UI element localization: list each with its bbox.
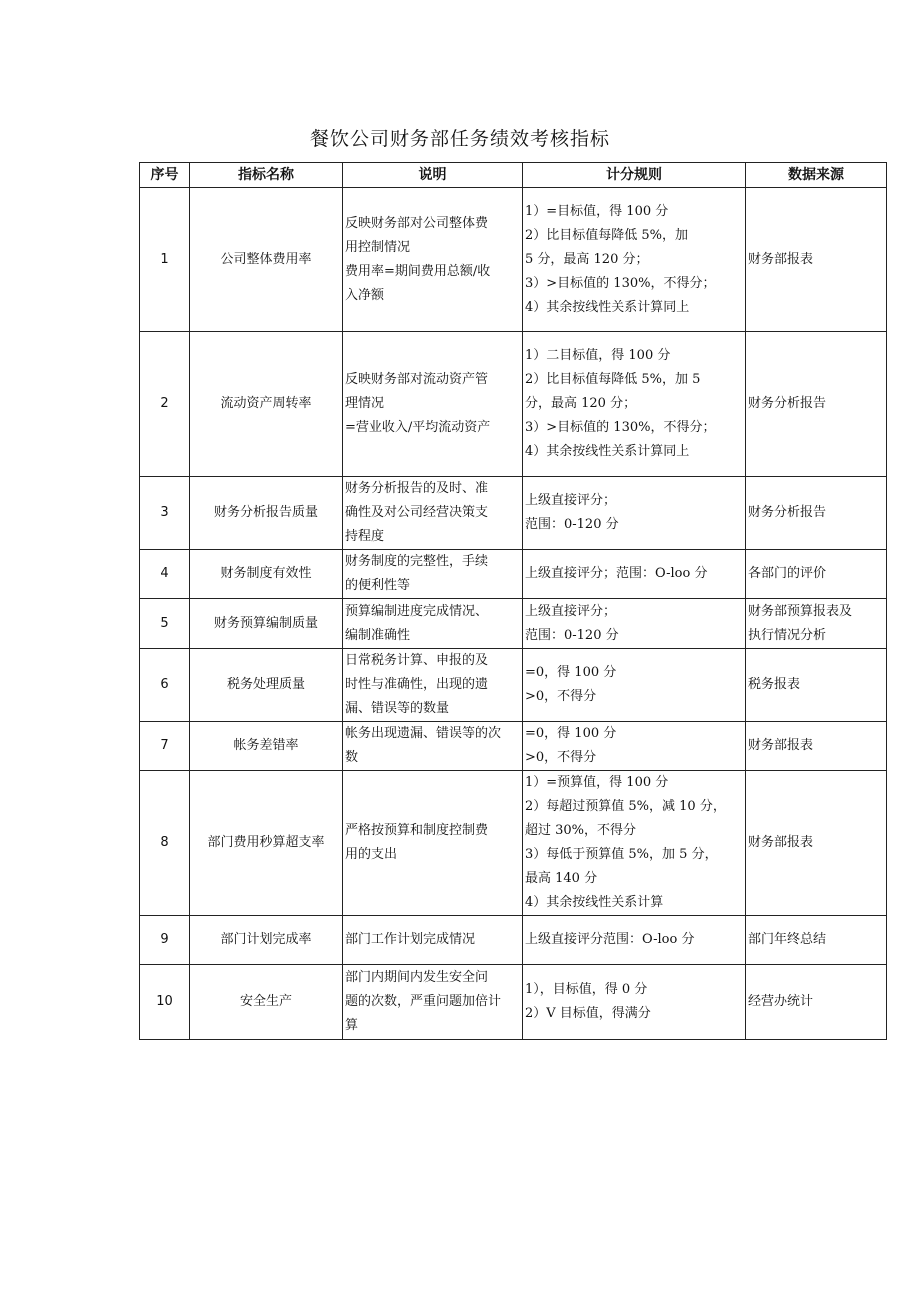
scoring-rule-cell bbox=[523, 550, 746, 599]
scoring-rule-line: =0，得 100 分 bbox=[525, 726, 617, 741]
scoring-rule-cell bbox=[523, 649, 746, 722]
description-line: 用的支出 bbox=[345, 847, 398, 862]
scoring-rule-line: 上级直接评分范围：O-loo 分 bbox=[525, 932, 695, 947]
scoring-rule-line: 1），目标值，得 0 分 bbox=[525, 982, 648, 997]
table-row bbox=[140, 477, 887, 550]
description-line: 编制准确性 bbox=[345, 627, 411, 643]
scoring-rule-line: 4）其余按线性关系计算 bbox=[525, 895, 664, 910]
description-line: 的便利性等 bbox=[345, 578, 411, 593]
data-source-line: 税务报表 bbox=[748, 677, 801, 692]
indicator-name: 部门费用秒算超支率 bbox=[190, 771, 343, 916]
description-cell bbox=[343, 965, 523, 1040]
page-title: 餐饮公司财务部任务绩效考核指标 bbox=[309, 128, 610, 150]
description-line: 部门内期间内发生安全问 bbox=[345, 970, 489, 985]
indicator-name: 财务预算编制质量 bbox=[190, 599, 343, 649]
description-line: =营业收入/平均流动资产 bbox=[345, 420, 491, 435]
row-number: 7 bbox=[140, 722, 190, 771]
description-line: 反映财务部对公司整体费 bbox=[345, 215, 489, 231]
scoring-rule-line: 超过 30%，不得分 bbox=[525, 823, 637, 838]
indicator-name: 部门计划完成率 bbox=[190, 916, 343, 965]
scoring-rule-line: 上级直接评分； bbox=[525, 603, 617, 619]
scoring-rule-line: 2）每超过预算值 5%，减 10 分， bbox=[525, 799, 726, 814]
data-source-line: 部门年终总结 bbox=[748, 932, 827, 947]
scoring-rule-line: 上级直接评分；范围：O-loo 分 bbox=[525, 566, 708, 581]
scoring-rule-line: 上级直接评分； bbox=[525, 493, 617, 508]
description-cell bbox=[343, 771, 523, 916]
description-line: 确性及对公司经营决策支 bbox=[345, 505, 489, 520]
data-source-line: 财务分析报告 bbox=[748, 396, 827, 411]
table-row bbox=[140, 649, 887, 722]
description-line: 预算编制进度完成情况、 bbox=[345, 603, 489, 619]
header-data-source: 数据来源 bbox=[746, 163, 887, 188]
scoring-rule-cell bbox=[523, 722, 746, 771]
indicator-name: 流动资产周转率 bbox=[190, 332, 343, 477]
description-line: 财务分析报告的及时、准 bbox=[345, 481, 489, 496]
description-cell bbox=[343, 332, 523, 477]
data-source-cell bbox=[746, 188, 887, 332]
header-description: 说明 bbox=[343, 163, 523, 188]
description-line: 数 bbox=[345, 750, 359, 765]
description-cell bbox=[343, 550, 523, 599]
data-source-line: 各部门的评价 bbox=[748, 566, 827, 581]
table-row bbox=[140, 188, 887, 332]
description-line: 部门工作计划完成情况 bbox=[345, 932, 476, 947]
table-header-row bbox=[140, 163, 887, 188]
description-line: 入净额 bbox=[345, 287, 385, 303]
description-cell bbox=[343, 916, 523, 965]
scoring-rule-line: >0，不得分 bbox=[525, 750, 597, 765]
data-source-cell bbox=[746, 550, 887, 599]
description-line: 理情况 bbox=[345, 396, 385, 411]
scoring-rule-line: 分，最高 120 分； bbox=[525, 396, 637, 411]
data-source-cell bbox=[746, 916, 887, 965]
row-number: 10 bbox=[140, 965, 190, 1040]
scoring-rule-line: 1）二目标值，得 100 分 bbox=[525, 348, 671, 363]
scoring-rule-cell bbox=[523, 965, 746, 1040]
scoring-rule-line: 3）>目标值的 130%，不得分； bbox=[525, 420, 716, 435]
description-cell bbox=[343, 722, 523, 771]
kpi-table bbox=[139, 162, 887, 1040]
scoring-rule-cell bbox=[523, 477, 746, 550]
description-cell bbox=[343, 477, 523, 550]
description-cell bbox=[343, 649, 523, 722]
description-line: 时性与准确性，出现的遗 bbox=[345, 677, 489, 692]
table-row bbox=[140, 722, 887, 771]
description-line: 日常税务计算、申报的及 bbox=[345, 653, 489, 668]
scoring-rule-line: 1）=目标值，得 100 分 bbox=[525, 203, 669, 219]
row-number: 2 bbox=[140, 332, 190, 477]
scoring-rule-line: 1）=预算值，得 100 分 bbox=[525, 775, 669, 790]
table-row bbox=[140, 599, 887, 649]
scoring-rule-cell bbox=[523, 188, 746, 332]
data-source-line: 财务部预算报表及 bbox=[748, 603, 853, 619]
data-source-cell bbox=[746, 649, 887, 722]
data-source-cell bbox=[746, 965, 887, 1040]
data-source-cell bbox=[746, 771, 887, 916]
scoring-rule-line: 4）其余按线性关系计算同上 bbox=[525, 299, 690, 315]
scoring-rule-cell bbox=[523, 332, 746, 477]
row-number: 8 bbox=[140, 771, 190, 916]
row-number: 3 bbox=[140, 477, 190, 550]
scoring-rule-line: >0，不得分 bbox=[525, 689, 597, 704]
description-line: 漏、错误等的数量 bbox=[345, 701, 450, 716]
scoring-rule-line: 2）V 目标值，得满分 bbox=[525, 1006, 651, 1021]
header-no: 序号 bbox=[140, 163, 190, 188]
data-source-line: 财务部报表 bbox=[748, 251, 814, 267]
indicator-name: 安全生产 bbox=[190, 965, 343, 1040]
scoring-rule-line: 3）每低于预算值 5%，加 5 分， bbox=[525, 847, 718, 862]
table-row bbox=[140, 916, 887, 965]
scoring-rule-line: 范围：0-120 分 bbox=[525, 517, 619, 532]
data-source-cell bbox=[746, 722, 887, 771]
data-source-line: 财务分析报告 bbox=[748, 505, 827, 520]
row-number: 5 bbox=[140, 599, 190, 649]
indicator-name: 帐务差错率 bbox=[190, 722, 343, 771]
header-name: 指标名称 bbox=[190, 163, 343, 188]
row-number: 4 bbox=[140, 550, 190, 599]
row-number: 6 bbox=[140, 649, 190, 722]
row-number: 1 bbox=[140, 188, 190, 332]
description-line: 费用率=期间费用总额/收 bbox=[345, 263, 491, 279]
data-source-cell bbox=[746, 332, 887, 477]
indicator-name: 公司整体费用率 bbox=[190, 188, 343, 332]
table-row bbox=[140, 771, 887, 916]
description-line: 算 bbox=[345, 1018, 359, 1033]
description-cell bbox=[343, 188, 523, 332]
scoring-rule-line: 2）比目标值每降低 5%，加 bbox=[525, 227, 689, 243]
header-scoring-rule: 计分规则 bbox=[523, 163, 746, 188]
indicator-name: 财务制度有效性 bbox=[190, 550, 343, 599]
scoring-rule-line: =0，得 100 分 bbox=[525, 665, 617, 680]
table-row bbox=[140, 965, 887, 1040]
row-number: 9 bbox=[140, 916, 190, 965]
scoring-rule-cell bbox=[523, 599, 746, 649]
scoring-rule-line: 4）其余按线性关系计算同上 bbox=[525, 444, 690, 459]
table-row bbox=[140, 550, 887, 599]
scoring-rule-line: 3）>目标值的 130%，不得分； bbox=[525, 275, 716, 291]
indicator-name: 财务分析报告质量 bbox=[190, 477, 343, 550]
description-line: 财务制度的完整性，手续 bbox=[345, 554, 489, 569]
description-line: 题的次数，严重问题加倍计 bbox=[345, 994, 502, 1009]
data-source-cell bbox=[746, 599, 887, 649]
scoring-rule-cell bbox=[523, 771, 746, 916]
data-source-line: 财务部报表 bbox=[748, 835, 814, 850]
scoring-rule-line: 5 分，最高 120 分； bbox=[525, 251, 649, 267]
scoring-rule-line: 范围：0-120 分 bbox=[525, 627, 619, 643]
scoring-rule-cell bbox=[523, 916, 746, 965]
table-row bbox=[140, 332, 887, 477]
data-source-line: 经营办统计 bbox=[748, 994, 814, 1009]
data-source-cell bbox=[746, 477, 887, 550]
indicator-name: 税务处理质量 bbox=[190, 649, 343, 722]
description-line: 严格按预算和制度控制费 bbox=[345, 823, 489, 838]
description-line: 帐务出现遗漏、错误等的次 bbox=[345, 726, 502, 741]
description-cell bbox=[343, 599, 523, 649]
scoring-rule-line: 2）比目标值每降低 5%，加 5 bbox=[525, 372, 701, 387]
description-line: 持程度 bbox=[345, 529, 385, 544]
description-line: 反映财务部对流动资产管 bbox=[345, 372, 489, 387]
data-source-line: 执行情况分析 bbox=[748, 627, 827, 643]
description-line: 用控制情况 bbox=[345, 239, 411, 255]
data-source-line: 财务部报表 bbox=[748, 738, 814, 753]
scoring-rule-line: 最高 140 分 bbox=[525, 871, 598, 886]
